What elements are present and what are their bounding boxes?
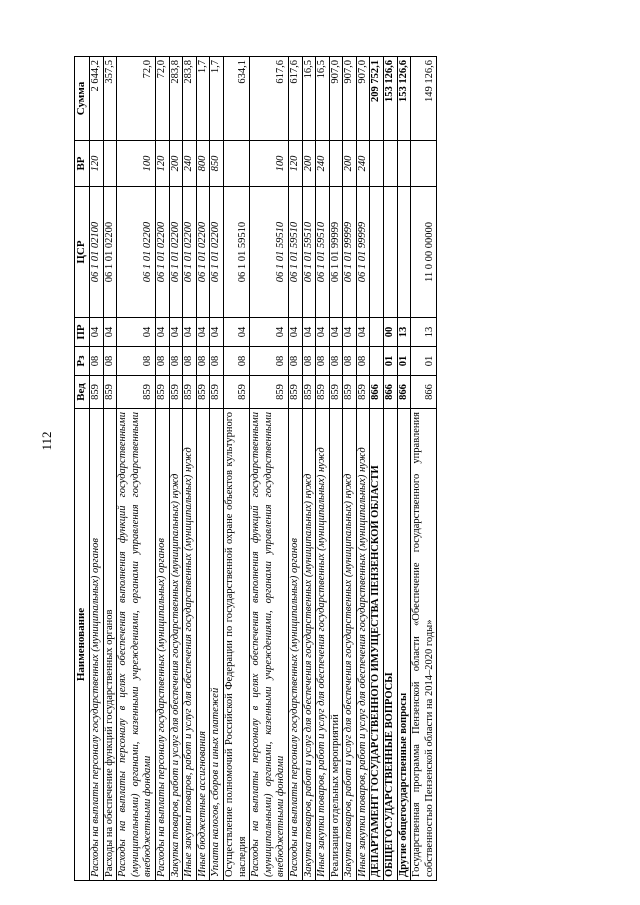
row-rz: 08 — [356, 347, 370, 376]
row-csr: 06 1 01 99999 — [356, 187, 370, 318]
row-vr — [384, 141, 398, 187]
row-pr: 04 — [223, 318, 249, 347]
row-csr: 11 0 00 00000 — [411, 187, 437, 318]
row-name: Государственная программа Пензенской области «Обеспечение государственного управления собственностью Пензенской области на 2014–2020 годы» — [411, 409, 437, 881]
budget-table — [74, 56, 437, 881]
row-sum: 16,5 — [302, 57, 316, 141]
row-pr: 04 — [90, 318, 104, 347]
table-row — [210, 57, 224, 881]
row-pr: 04 — [329, 318, 343, 347]
row-vr: 240 — [356, 141, 370, 187]
row-pr: 04 — [356, 318, 370, 347]
row-pr: 04 — [343, 318, 357, 347]
row-ved: 866 — [384, 376, 398, 409]
table-row — [117, 57, 156, 881]
row-name: Реализация отдельных мероприятий — [329, 409, 343, 881]
row-name: Расходы на выплаты персоналу государственных (муниципальных) органов — [90, 409, 104, 881]
table-body — [90, 57, 437, 881]
row-csr: 06 1 01 59510 — [223, 187, 249, 318]
row-csr: 06 1 01 02200 — [117, 187, 156, 318]
row-name: ДЕПАРТАМЕНТ ГОСУДАРСТВЕННОГО ИМУЩЕСТВА ПЕНЗЕНСКОЙ ОБЛАСТИ — [370, 409, 384, 881]
row-sum: 907,0 — [356, 57, 370, 141]
row-vr: 850 — [210, 141, 224, 187]
table-row — [196, 57, 210, 881]
table-row — [223, 57, 249, 881]
row-pr: 04 — [155, 318, 169, 347]
page-number: 112 — [39, 431, 54, 451]
row-rz: 08 — [223, 347, 249, 376]
row-name: Расходы на выплаты персоналу государственных (муниципальных) органов — [288, 409, 302, 881]
row-rz: 08 — [250, 347, 289, 376]
row-rz: 08 — [316, 347, 330, 376]
row-vr: 100 — [250, 141, 289, 187]
row-pr: 04 — [169, 318, 183, 347]
row-pr: 04 — [183, 318, 197, 347]
row-rz: 08 — [343, 347, 357, 376]
table-row — [90, 57, 104, 881]
row-sum: 72,0 — [117, 57, 156, 141]
row-pr: 04 — [117, 318, 156, 347]
row-ved: 859 — [155, 376, 169, 409]
row-pr: 04 — [302, 318, 316, 347]
row-name: Расходы на выплаты персоналу в целях обеспечения выполнения функций государственными (муниципальными) органами, казенными учреждениями, органами управления государственными внебюджетными фондами — [250, 409, 289, 881]
row-sum: 153 126,6 — [384, 57, 398, 141]
row-csr — [370, 187, 384, 318]
row-csr: 06 1 01 02200 — [183, 187, 197, 318]
row-ved: 859 — [316, 376, 330, 409]
table-row — [288, 57, 302, 881]
row-ved: 859 — [250, 376, 289, 409]
row-rz: 08 — [196, 347, 210, 376]
row-name: Расходы на выплаты персоналу в целях обеспечения выполнения функций государственными (муниципальными) органами, казенными учреждениями, органами управления государственными внебюджетными фондами — [117, 409, 156, 881]
row-rz: 01 — [397, 347, 411, 376]
row-pr: 04 — [196, 318, 210, 347]
header-ved: Вед — [75, 376, 90, 409]
header-pr: ПР — [75, 318, 90, 347]
table-row — [356, 57, 370, 881]
row-name: Закупка товаров, работ и услуг для обеспечения государственных (муниципальных) нужд — [302, 409, 316, 881]
table-row — [103, 57, 117, 881]
row-ved: 859 — [103, 376, 117, 409]
row-ved: 859 — [183, 376, 197, 409]
table-header-row — [75, 57, 90, 881]
row-csr: 06 1 01 02100 — [90, 187, 104, 318]
table-row — [183, 57, 197, 881]
row-sum: 617,6 — [288, 57, 302, 141]
table-row — [302, 57, 316, 881]
row-csr: 06 1 01 02200 — [155, 187, 169, 318]
row-rz: 08 — [302, 347, 316, 376]
row-pr: 04 — [250, 318, 289, 347]
row-sum: 283,8 — [183, 57, 197, 141]
row-sum: 153 126,6 — [397, 57, 411, 141]
table-row — [343, 57, 357, 881]
row-csr: 06 1 01 02200 — [169, 187, 183, 318]
table-row — [250, 57, 289, 881]
row-csr: 06 1 01 99999 — [343, 187, 357, 318]
row-pr — [370, 318, 384, 347]
row-rz: 01 — [411, 347, 437, 376]
row-ved: 859 — [169, 376, 183, 409]
table-row — [411, 57, 437, 881]
table-row — [370, 57, 384, 881]
table-row — [384, 57, 398, 881]
row-ved: 866 — [370, 376, 384, 409]
row-sum: 283,8 — [169, 57, 183, 141]
row-rz: 08 — [90, 347, 104, 376]
row-ved: 859 — [223, 376, 249, 409]
table-row — [169, 57, 183, 881]
row-csr: 06 1 01 02200 — [196, 187, 210, 318]
row-pr: 13 — [397, 318, 411, 347]
row-ved: 866 — [411, 376, 437, 409]
row-ved: 859 — [117, 376, 156, 409]
row-rz — [370, 347, 384, 376]
row-name: Расходы на выплаты персоналу государственных (муниципальных) органов — [155, 409, 169, 881]
row-sum: 16,5 — [316, 57, 330, 141]
row-vr — [223, 141, 249, 187]
row-pr: 00 — [384, 318, 398, 347]
table-row — [155, 57, 169, 881]
row-pr: 04 — [103, 318, 117, 347]
table-row — [329, 57, 343, 881]
row-rz: 08 — [155, 347, 169, 376]
row-ved: 859 — [196, 376, 210, 409]
row-pr: 04 — [316, 318, 330, 347]
table-row — [397, 57, 411, 881]
row-vr: 240 — [316, 141, 330, 187]
row-vr: 100 — [117, 141, 156, 187]
row-csr — [384, 187, 398, 318]
row-pr: 04 — [288, 318, 302, 347]
row-vr — [370, 141, 384, 187]
row-sum: 209 752,1 — [370, 57, 384, 141]
row-ved: 859 — [343, 376, 357, 409]
header-sum: Сумма — [75, 57, 90, 141]
header-rz: Рз — [75, 347, 90, 376]
row-ved: 859 — [90, 376, 104, 409]
row-name: Уплата налогов, сборов и иных платежей — [210, 409, 224, 881]
row-sum: 617,6 — [250, 57, 289, 141]
row-name: Расходы на обеспечение функций государственных органов — [103, 409, 117, 881]
row-ved: 859 — [329, 376, 343, 409]
row-name: Осуществление полномочий Российской Федерации по государственной охране объектов культурного наследия — [223, 409, 249, 881]
row-ved: 859 — [302, 376, 316, 409]
row-csr: 06 1 01 02200 — [210, 187, 224, 318]
row-rz: 08 — [183, 347, 197, 376]
row-sum: 149 126,6 — [411, 57, 437, 141]
row-vr — [103, 141, 117, 187]
header-csr: ЦСР — [75, 187, 90, 318]
row-name: Иные закупки товаров, работ и услуг для обеспечения государственных (муниципальных) нужд — [183, 409, 197, 881]
row-name: Закупка товаров, работ и услуг для обеспечения государственных (муниципальных) нужд — [343, 409, 357, 881]
row-vr: 120 — [90, 141, 104, 187]
row-sum: 907,0 — [343, 57, 357, 141]
row-csr: 06 1 01 02200 — [103, 187, 117, 318]
row-vr — [397, 141, 411, 187]
row-rz: 08 — [329, 347, 343, 376]
row-name: Иные закупки товаров, работ и услуг для обеспечения государственных (муниципальных) нужд — [356, 409, 370, 881]
row-rz: 08 — [117, 347, 156, 376]
row-vr: 200 — [169, 141, 183, 187]
row-sum: 1,7 — [210, 57, 224, 141]
row-sum: 2 644,2 — [90, 57, 104, 141]
budget-table-container — [74, 57, 437, 881]
row-csr: 06 1 01 99999 — [329, 187, 343, 318]
row-vr: 800 — [196, 141, 210, 187]
row-name: Другие общегосударственные вопросы — [397, 409, 411, 881]
row-name: Иные бюджетные ассигнования — [196, 409, 210, 881]
row-pr: 13 — [411, 318, 437, 347]
row-csr: 06 1 01 59510 — [302, 187, 316, 318]
row-rz: 08 — [169, 347, 183, 376]
row-rz: 08 — [103, 347, 117, 376]
row-vr: 200 — [343, 141, 357, 187]
row-vr: 120 — [155, 141, 169, 187]
row-vr: 200 — [302, 141, 316, 187]
row-vr — [329, 141, 343, 187]
row-rz: 08 — [288, 347, 302, 376]
header-vr: ВР — [75, 141, 90, 187]
row-csr — [397, 187, 411, 318]
row-rz: 08 — [210, 347, 224, 376]
row-csr: 06 1 01 59510 — [250, 187, 289, 318]
row-ved: 859 — [356, 376, 370, 409]
row-name: Закупка товаров, работ и услуг для обеспечения государственных (муниципальных) нужд — [169, 409, 183, 881]
row-sum: 907,0 — [329, 57, 343, 141]
row-name: Иные закупки товаров, работ и услуг для обеспечения государственных (муниципальных) нужд — [316, 409, 330, 881]
row-name: ОБЩЕГОСУДАРСТВЕННЫЕ ВОПРОСЫ — [384, 409, 398, 881]
row-sum: 357,5 — [103, 57, 117, 141]
row-csr: 06 1 01 59510 — [288, 187, 302, 318]
row-rz: 01 — [384, 347, 398, 376]
row-sum: 72,0 — [155, 57, 169, 141]
row-sum: 1,7 — [196, 57, 210, 141]
row-pr: 04 — [210, 318, 224, 347]
row-vr: 240 — [183, 141, 197, 187]
row-vr: 120 — [288, 141, 302, 187]
row-vr — [411, 141, 437, 187]
header-name: Наименование — [75, 409, 90, 881]
row-ved: 866 — [397, 376, 411, 409]
table-row — [316, 57, 330, 881]
row-ved: 859 — [288, 376, 302, 409]
row-sum: 634,1 — [223, 57, 249, 141]
row-csr: 06 1 01 59510 — [316, 187, 330, 318]
row-ved: 859 — [210, 376, 224, 409]
